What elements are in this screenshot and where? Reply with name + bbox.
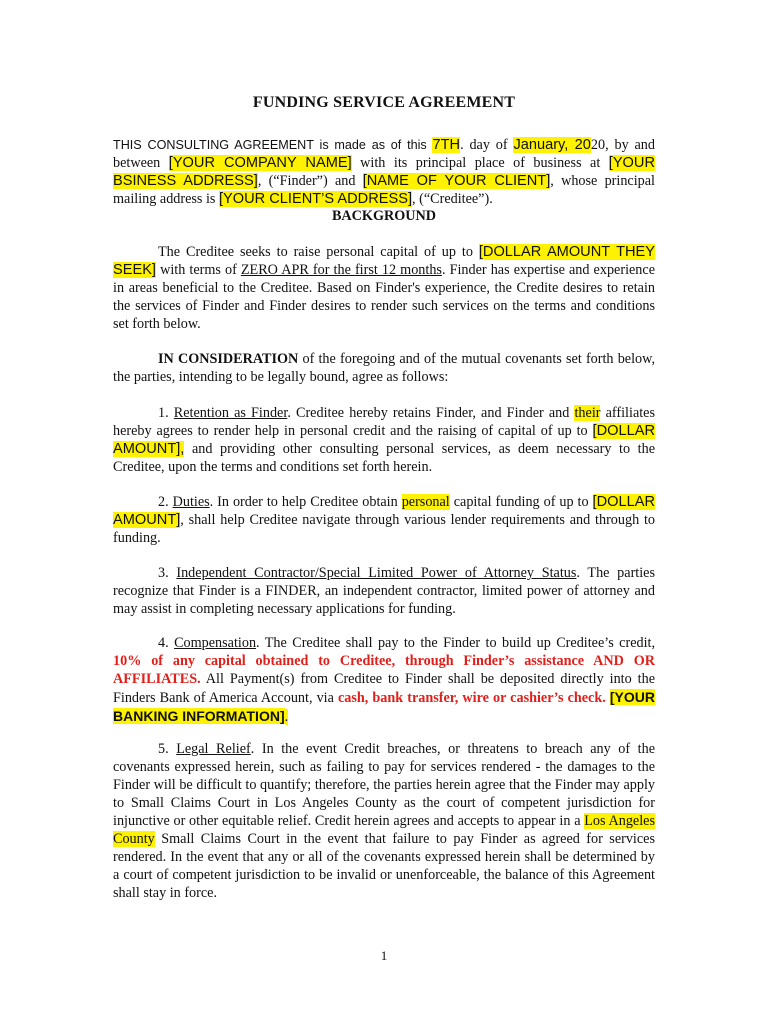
background-text: The Creditee seeks to raise personal capital of up to	[158, 244, 479, 260]
intro-text: , (“Finder”) and	[257, 173, 363, 189]
section-text: .	[284, 709, 289, 725]
section-text: All Payment(s) from Creditee to Finder shall be deposited directly into the Finders Bank of America Account, via	[113, 671, 655, 706]
section-text: . In order to help Creditee obtain	[209, 494, 402, 510]
highlight-month: January, 20	[513, 137, 591, 153]
highlight-dollar-amount: [DOLLAR AMOUNT]	[113, 494, 655, 528]
section-text: and providing other consulting personal services, as deem necessary to the Creditee, upon the terms and conditions set forth herein.	[113, 441, 655, 475]
intro-text: . day of	[460, 137, 514, 153]
highlight-client-name: [NAME OF YOUR CLIENT]	[362, 173, 551, 189]
section-contractor	[113, 564, 655, 618]
section-heading-contractor: Independent Contractor/Special Limited Power of Attorney Status	[176, 565, 577, 581]
highlight-their: their	[574, 405, 601, 421]
section-text: , shall help Creditee navigate through various lender requirements and through to funding.	[113, 512, 655, 546]
section-heading-retention: Retention as Finder	[173, 405, 288, 421]
highlight-dollar-amount-they-seek: [DOLLAR AMOUNT THEY SEEK]	[113, 244, 656, 278]
section-number: 2.	[158, 494, 173, 510]
section-number: 1.	[158, 405, 174, 421]
section-number: 4.	[158, 635, 175, 651]
highlight-day: 7TH	[432, 137, 461, 153]
intro-text: THIS CONSULTING AGREEMENT is made as of this	[113, 138, 433, 152]
section-number: 5.	[158, 741, 177, 757]
section-text: . Creditee hereby retains Finder, and Finder and	[287, 405, 575, 421]
compensation-percentage-red: 10% of any capital obtained to Creditee, through Finder’s assistance AND OR AFFILIATES.	[113, 653, 655, 687]
document-title: FUNDING SERVICE AGREEMENT	[252, 94, 516, 111]
background-text: . Finder has expertise and experience in areas beneficial to the Creditee. Based on Finder's experience, the Credite desires to retain the services of Finder and Finder desires to render such services on the terms and conditions set forth below.	[113, 262, 655, 332]
highlight-banking-information: [YOUR BANKING INFORMATION]	[113, 689, 655, 724]
section-text: capital funding of up to	[449, 494, 593, 510]
intro-text: with its principal place of business at	[351, 155, 609, 171]
section-duties	[113, 493, 655, 547]
highlight-dollar-amount: [DOLLAR AMOUNT],	[113, 423, 655, 457]
consideration-bold: IN CONSIDERATION	[158, 351, 299, 367]
section-heading-compensation: Compensation	[174, 635, 257, 651]
section-retention	[113, 404, 655, 476]
highlight-company-name: [YOUR COMPANY NAME]	[168, 155, 352, 171]
highlight-personal: personal	[401, 494, 450, 510]
section-number: 3.	[158, 565, 177, 581]
highlight-business-address: [YOUR BSINESS ADDRESS]	[113, 155, 655, 189]
section-text: . The Creditee shall pay to the Finder to build up Creditee’s credit,	[256, 635, 656, 651]
background-heading: BACKGROUND	[331, 208, 437, 224]
section-heading-legal-relief: Legal Relief	[176, 741, 251, 757]
section-heading-duties: Duties	[172, 494, 210, 510]
intro-paragraph	[113, 136, 655, 208]
consideration-text: of the foregoing and of the mutual covenants set forth below, the parties, intending to be legally bound, agree as follows:	[113, 351, 656, 385]
section-text: . The parties recognize that Finder is a FINDER, an independent contractor, limited power of attorney and may assist in completing necessary applications for funding.	[113, 565, 655, 617]
page-number: 1	[380, 948, 388, 963]
background-paragraph	[113, 243, 655, 333]
section-text: Small Claims Court in the event that failure to pay Finder as agreed for services rendered. In the event that any or all of the covenants expressed herein shall be determined by a court of competent jurisdiction to be invalid or unenforceable, the balance of this Agreement shall stay in force.	[113, 831, 655, 901]
intro-text: 20, by and between	[113, 137, 655, 171]
section-text: . In the event Credit breaches, or threatens to breach any of the covenants expressed herein, such as failing to pay for services rendered - the damages to the Finder will be difficult to quantify; therefore, the parties herein agree that the Finder may apply to Small Claims Court in Los Angeles County as the court of competent jurisdiction for injunctive or other equitable relief. Credit herein agrees and accepts to appear in a	[113, 741, 655, 829]
terms-underlined: ZERO APR for the first 12 months	[240, 262, 442, 278]
section-text: affiliates hereby agrees to render help in personal credit and the raising of capital of up to	[113, 405, 655, 439]
payment-methods-red: cash, bank transfer, wire or cashier’s check.	[337, 690, 606, 706]
consideration-paragraph	[113, 350, 655, 386]
section-legal-relief	[113, 740, 655, 902]
highlight-los-angeles-county: Los Angeles County	[113, 813, 655, 847]
highlight-client-address: [YOUR CLIENT’S ADDRESS]	[219, 191, 413, 207]
background-text: with terms of	[156, 262, 241, 278]
intro-text: , (“Creditee”).	[412, 191, 493, 207]
intro-text: , whose principal mailing address is	[113, 173, 655, 207]
section-compensation	[113, 634, 655, 726]
